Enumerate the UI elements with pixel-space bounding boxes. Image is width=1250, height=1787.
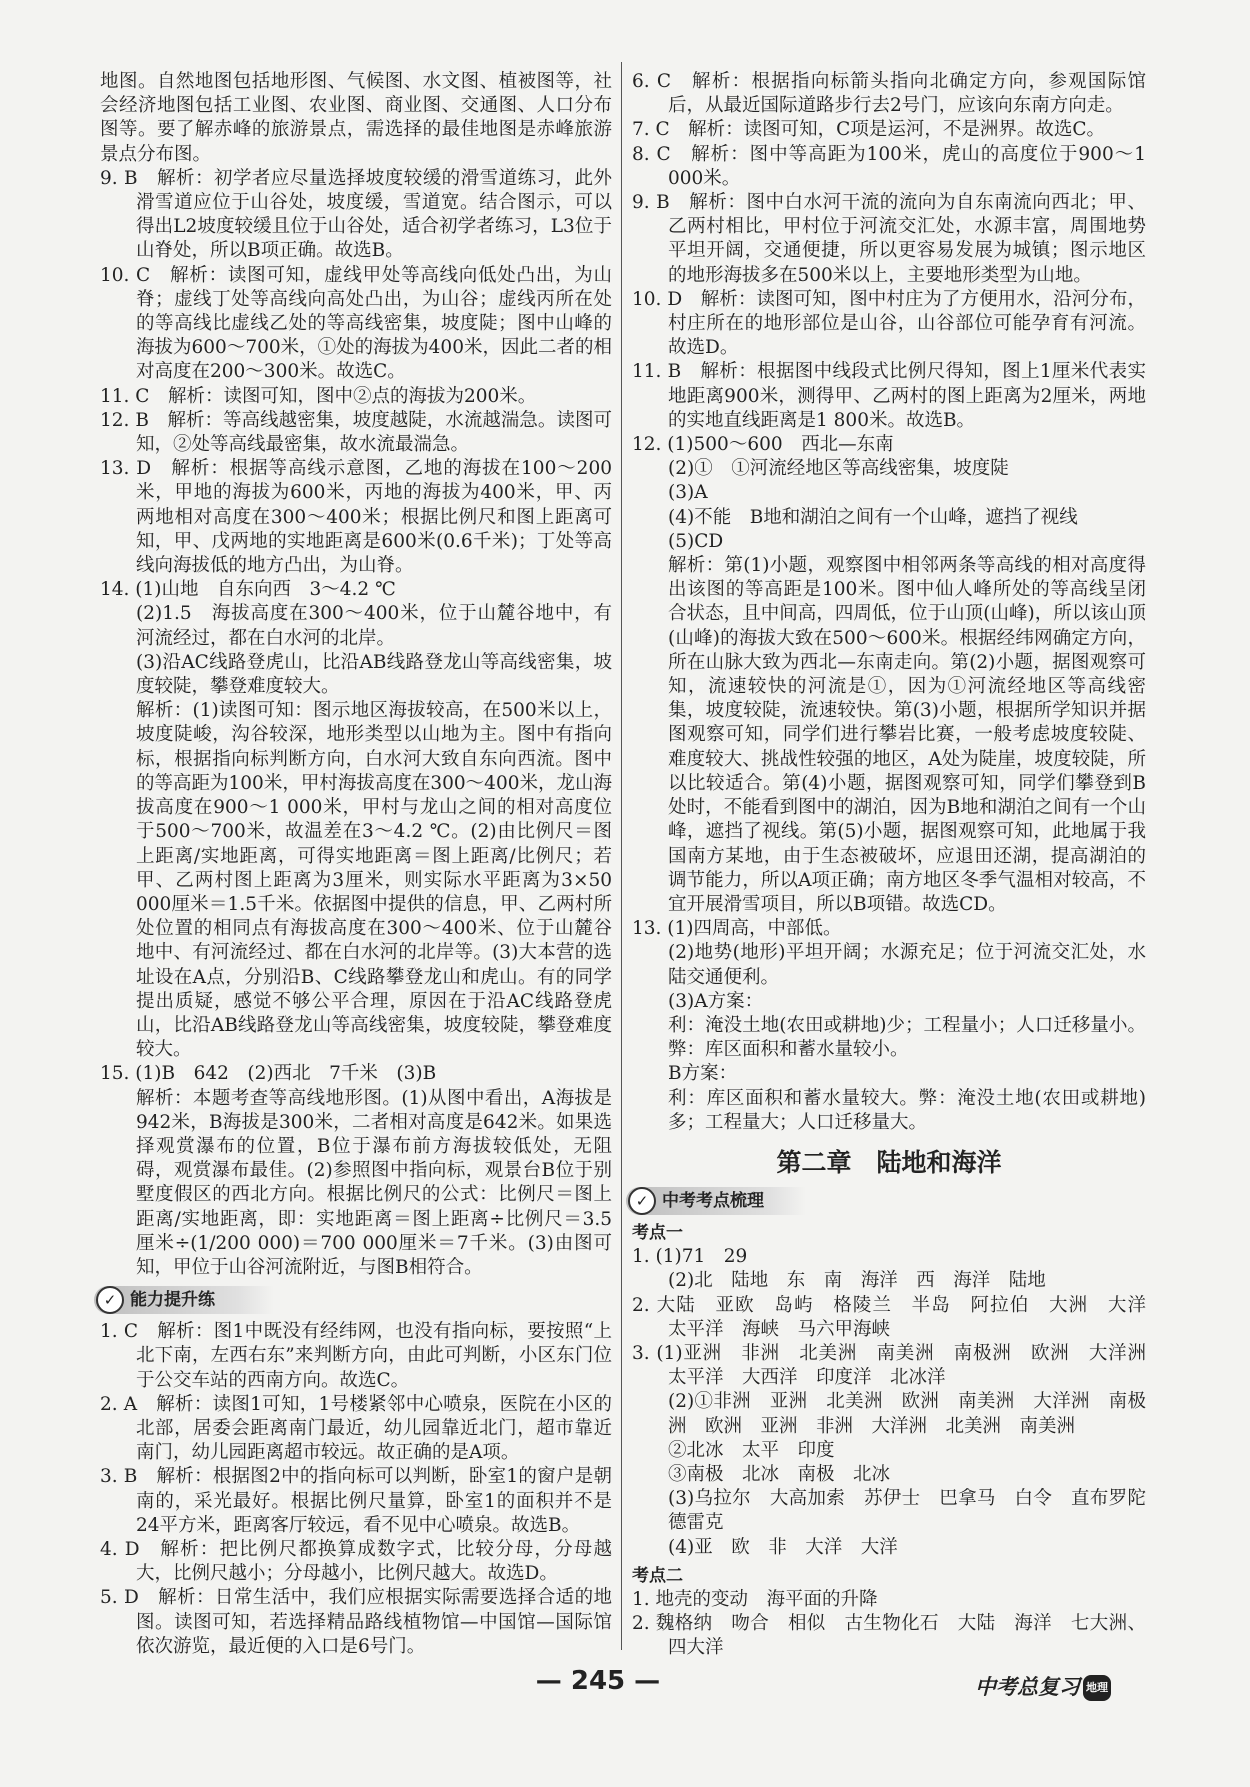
- answer-item: 14. (1)山地 自东向西 3～4.2 ℃: [100, 579, 396, 601]
- answer-item: 4. D 解析：把比例尺都换算成数字式，比较分母，分母越大，比例尺越小；分母越小，比例尺越大。故选D。: [100, 1538, 612, 1585]
- exam-point-heading: 考点二: [632, 1565, 683, 1586]
- answer-sub-item: ②北冰 太平 印度: [668, 1439, 835, 1461]
- answer-sub-item: (3)乌拉尔 大高加索 苏伊士 巴拿马 白令 直布罗陀 德雷克: [668, 1488, 1165, 1534]
- answer-item: 8. C 解析：图中等高距为100米，虎山的高度位于900～1 000米。: [632, 143, 1146, 189]
- answer-item: 15. (1)B 642 (2)西北 7千米 (3)B: [100, 1063, 437, 1085]
- answer-sub-item: B方案：: [668, 1063, 738, 1085]
- answer-item: 3. (1)亚洲 非洲 北美洲 南美洲 南极洲 欧洲 大洋洲 太平洋 大西洋 印度洋 北冰洋: [632, 1342, 1165, 1389]
- answer-item: 5. D 解析：日常生活中，我们应根据实际需要选择合适的地图。读图可知，若选择精品路线植物馆—中国馆—国际馆依次游览，最近便的入口是6号门。: [100, 1587, 612, 1657]
- page-footer: [0, 1665, 1250, 1705]
- answer-sub-item: (4)亚 欧 非 大洋 大洋: [668, 1536, 898, 1558]
- section-banner-title: 能力提升练: [130, 1290, 215, 1311]
- answer-sub-item: (3)沿AC线路登虎山，比沿AB线路登龙山等高线密集，坡度较陡，攀登难度较大。: [136, 651, 612, 698]
- paragraph: 地图。自然地图包括地形图、气候图、水文图、植被图等，社会经济地图包括工业图、农业图、商业图、交通图、人口分布图等。要了解赤峰的旅游景点，需选择的最佳地图是赤峰旅游景点分布图。: [100, 71, 612, 165]
- answer-item: 1. 地壳的变动 海平面的升降: [632, 1588, 878, 1610]
- answer-sub-item: 利：淹没土地(农田或耕地)少；工程量小；人口迁移量小。弊：库区面积和蓄水量较小。: [668, 1014, 1146, 1061]
- answer-item: 13. (1)四周高，中部低。: [632, 918, 842, 940]
- answer-item: 13. D 解析：根据等高线示意图，乙地的海拔在100～200米，甲地的海拔为600米，丙地的海拔为400米，甲、丙两地相对高度在300～400米；根据比例尺和图上距离可知，甲、戊两地的实地距离是600米(0.6千米)；丁处等高线向海拔低的地方凸出，为山脊。: [100, 458, 612, 577]
- section-banner-title: 中考考点梳理: [662, 1190, 764, 1211]
- answer-sub-item: 解析：本题考查等高线地形图。(1)从图中看出，A海拔是942米，B海拔是300米，二者相对高度是642米。如果选择观赏瀑布的位置，B位于瀑布前方海拔较低处，无阻碍，观赏瀑布最佳。(2)参照图中指向标，观景台B位于别墅度假区的西北方向。根据比例尺的公式：比例尺＝图上距离/实地距离，即：实地距离＝图上距离÷比例尺＝3.5厘米÷(1/200 000)＝700 000厘米＝7千米。(3)由图可知，甲位于山谷河流附近，与图B相符合。: [136, 1087, 612, 1278]
- answer-sub-item: (3)A方案：: [668, 990, 764, 1012]
- answer-sub-item: (5)CD: [668, 530, 724, 552]
- answer-sub-item: (2)1.5 海拔高度在300～400米，位于山麓谷地中，有河流经过，都在白水河的北岸。: [136, 603, 612, 649]
- answer-item: 2. 魏格纳 吻合 相似 古生物化石 大陆 海洋 七大洲、四大洋: [632, 1613, 1146, 1659]
- answer-sub-item: (2)① ①河流经地区等高线密集，坡度陡: [668, 458, 1009, 480]
- answer-item: 2. A 解析：读图1可知，1号楼紧邻中心喷泉，医院在小区的北部，居委会距离南门最近，幼儿园靠近北门，超市靠近南门，幼儿园距离超市较远。故正确的是A项。: [100, 1393, 612, 1464]
- answer-item: 6. C 解析：根据指向标箭头指向北确定方向，参观国际馆后，从最近国际道路步行去2号门，应该向东南方向走。: [632, 71, 1146, 117]
- answer-item: 1. (1)71 29: [632, 1246, 748, 1268]
- checkmark-icon: ✓: [628, 1187, 656, 1215]
- answer-item: 12. B 解析：等高线越密集，坡度越陡，水流越湍急。读图可知，②处等高线最密集，故水流最湍急。: [100, 409, 612, 456]
- column-divider: [621, 62, 622, 1650]
- answer-sub-item: 利：库区面积和蓄水量较大。弊：淹没土地(农田或耕地)多；工程量大；人口迁移量大。: [668, 1087, 1146, 1133]
- answer-sub-item: (2)地势(地形)平坦开阔；水源充足；位于河流交汇处，水陆交通便利。: [668, 942, 1146, 988]
- answer-sub-item: 解析：第(1)小题，观察图中相邻两条等高线的相对高度得出该图的等高距是100米。图中仙人峰所处的等高线呈闭合状态，且中间高，四周低，位于山顶(山峰)，所以该山顶(山峰)的海拔大致在500～600米。根据经纬网确定方向，所在山脉大致为西北—东南走向。第(2)小题，据图观察可知，流速较快的河流是①，因为①河流经地区等高线密集，坡度较陡，流速较快。第(3)小题，根据所学知识并据图观察可知，同学们进行攀岩比赛，一般考虑坡度较陡、难度较大、挑战性较强的地区，A处为陡崖，坡度较陡，所以比较适合。第(4)小题，据图观察可知，同学们攀登到B处时，不能看到图中的湖泊，因为B地和湖泊之间有一个山峰，遮挡了视线。第(5)小题，据图观察可知，此地属于我国南方某地，由于生态被破坏，应退田还湖，提高湖泊的调节能力，所以A项正确；南方地区冬季气温相对较高，不宜开展滑雪项目，所以B项错。故选CD。: [668, 555, 1146, 915]
- answer-sub-item: ③南极 北冰 南极 北冰: [668, 1463, 891, 1485]
- answer-sub-item: 解析：(1)读图可知：图示地区海拔较高，在500米以上，坡度陡峻，沟谷较深，地形类型以山地为主。图中有指向标，根据指向标判断方向，白水河大致自东向西流。图中的等高距为100米，甲村海拔高度在300～400米，龙山海拔高度在900～1 000米，甲村与龙山之间的相对高度位于500～700米，故温差在3～4.2 ℃。(2)由比例尺＝图上距离/实地距离，可得实地距离＝图上距离/比例尺；若甲、乙两村图上距离为3厘米，则实际水平距离为3×50 000厘米＝1.5千米。依据图中提供的信息，甲、乙两村所处位置的相同点有海拔高度在300～400米、位于山麓谷地中、有河流经过、都在白水河的北岸等。(3)大本营的选址设在A点，分别沿B、C线路攀登龙山和虎山。有的同学提出质疑，感觉不够公平合理，原因在于沿AC线路登虎山，比沿AB线路登龙山等高线密集，坡度较陡，攀登难度较大。: [136, 700, 612, 1061]
- answer-item: 1. C 解析：图1中既没有经纬网，也没有指向标，要按照“上北下南，左西右东”来判断方向，由此可判断，小区东门位于公交车站的西南方向。故选C。: [100, 1321, 612, 1391]
- answer-sub-item: (3)A: [668, 482, 708, 504]
- answer-item: 2. 大陆 亚欧 岛屿 格陵兰 半岛 阿拉伯 大洲 大洋 太平洋 海峡 马六甲海峡: [632, 1294, 1165, 1340]
- answer-item: 9. B 解析：图中白水河干流的流向为自东南流向西北；甲、乙两村相比，甲村位于河流交汇处，水源丰富，周围地势平坦开阔，交通便捷，所以更容易发展为城镇；图示地区的地形海拔多在500米以上，主要地形类型为山地。: [632, 192, 1146, 286]
- answer-sub-item: (2)①非洲 亚洲 北美洲 欧洲 南美洲 大洋洲 南极洲 欧洲 亚洲 非洲 大洋洲 北美洲 南美洲: [668, 1391, 1146, 1437]
- page-number: — 245 —: [535, 1666, 661, 1696]
- checkmark-icon: ✓: [96, 1286, 124, 1314]
- left-column: [100, 70, 612, 1659]
- exam-point-heading: 考点一: [632, 1222, 683, 1243]
- right-column: [632, 70, 1165, 1661]
- answer-sub-item: (4)不能 B地和湖泊之间有一个山峰，遮挡了视线: [668, 506, 1078, 528]
- answer-item: 9. B 解析：初学者应尽量选择坡度较缓的滑雪道练习，此外滑雪道应位于山谷处，坡度缓，雪道宽。结合图示，可以得出L2坡度较缓且位于山谷处，适合初学者练习，L3位于山脊处，所以B项正确。故选B。: [100, 167, 612, 262]
- answer-item: 7. C 解析：读图可知，C项是运河，不是洲界。故选C。: [632, 119, 1105, 141]
- chapter-title: 第二章 陆地和海洋: [776, 1147, 1002, 1177]
- answer-item: 11. C 解析：读图可知，图中②点的海拔为200米。: [100, 385, 537, 407]
- answer-item: 11. B 解析：根据图中线段式比例尺得知，图上1厘米代表实地距离900米，测得甲、乙两村的图上距离为2厘米，两地的实地直线距离是1 800米。故选B。: [632, 361, 1146, 431]
- brand-logo: [975, 1675, 1111, 1701]
- section-banner: [626, 1187, 806, 1215]
- answer-item: 3. B 解析：根据图2中的指向标可以判断，卧室1的窗户是朝南的，采光最好。根据比例尺量算，卧室1的面积并不是24平方米，距离客厅较远，看不见中心喷泉。故选B。: [100, 1466, 612, 1536]
- answer-item: 12. (1)500～600 西北—东南: [632, 434, 894, 456]
- brand-title: 中考总复习: [975, 1675, 1080, 1700]
- answer-sub-item: (2)北 陆地 东 南 海洋 西 海洋 陆地: [668, 1270, 1046, 1292]
- answer-item: 10. C 解析：读图可知，虚线甲处等高线向低处凸出，为山脊；虚线丁处等高线向高处凸出，为山谷；虚线丙所在处的等高线比虚线乙处的等高线密集，坡度陡；图中山峰的海拔为600～700米，①处的海拔为400米，因此二者的相对高度在200～300米。故选C。: [100, 264, 612, 383]
- answer-item: 10. D 解析：读图可知，图中村庄为了方便用水，沿河分布，村庄所在的地形部位是山谷，山谷部位可能孕育有河流。故选D。: [632, 288, 1146, 359]
- section-banner: [94, 1286, 274, 1314]
- brand-subject-badge: 地理: [1083, 1675, 1111, 1701]
